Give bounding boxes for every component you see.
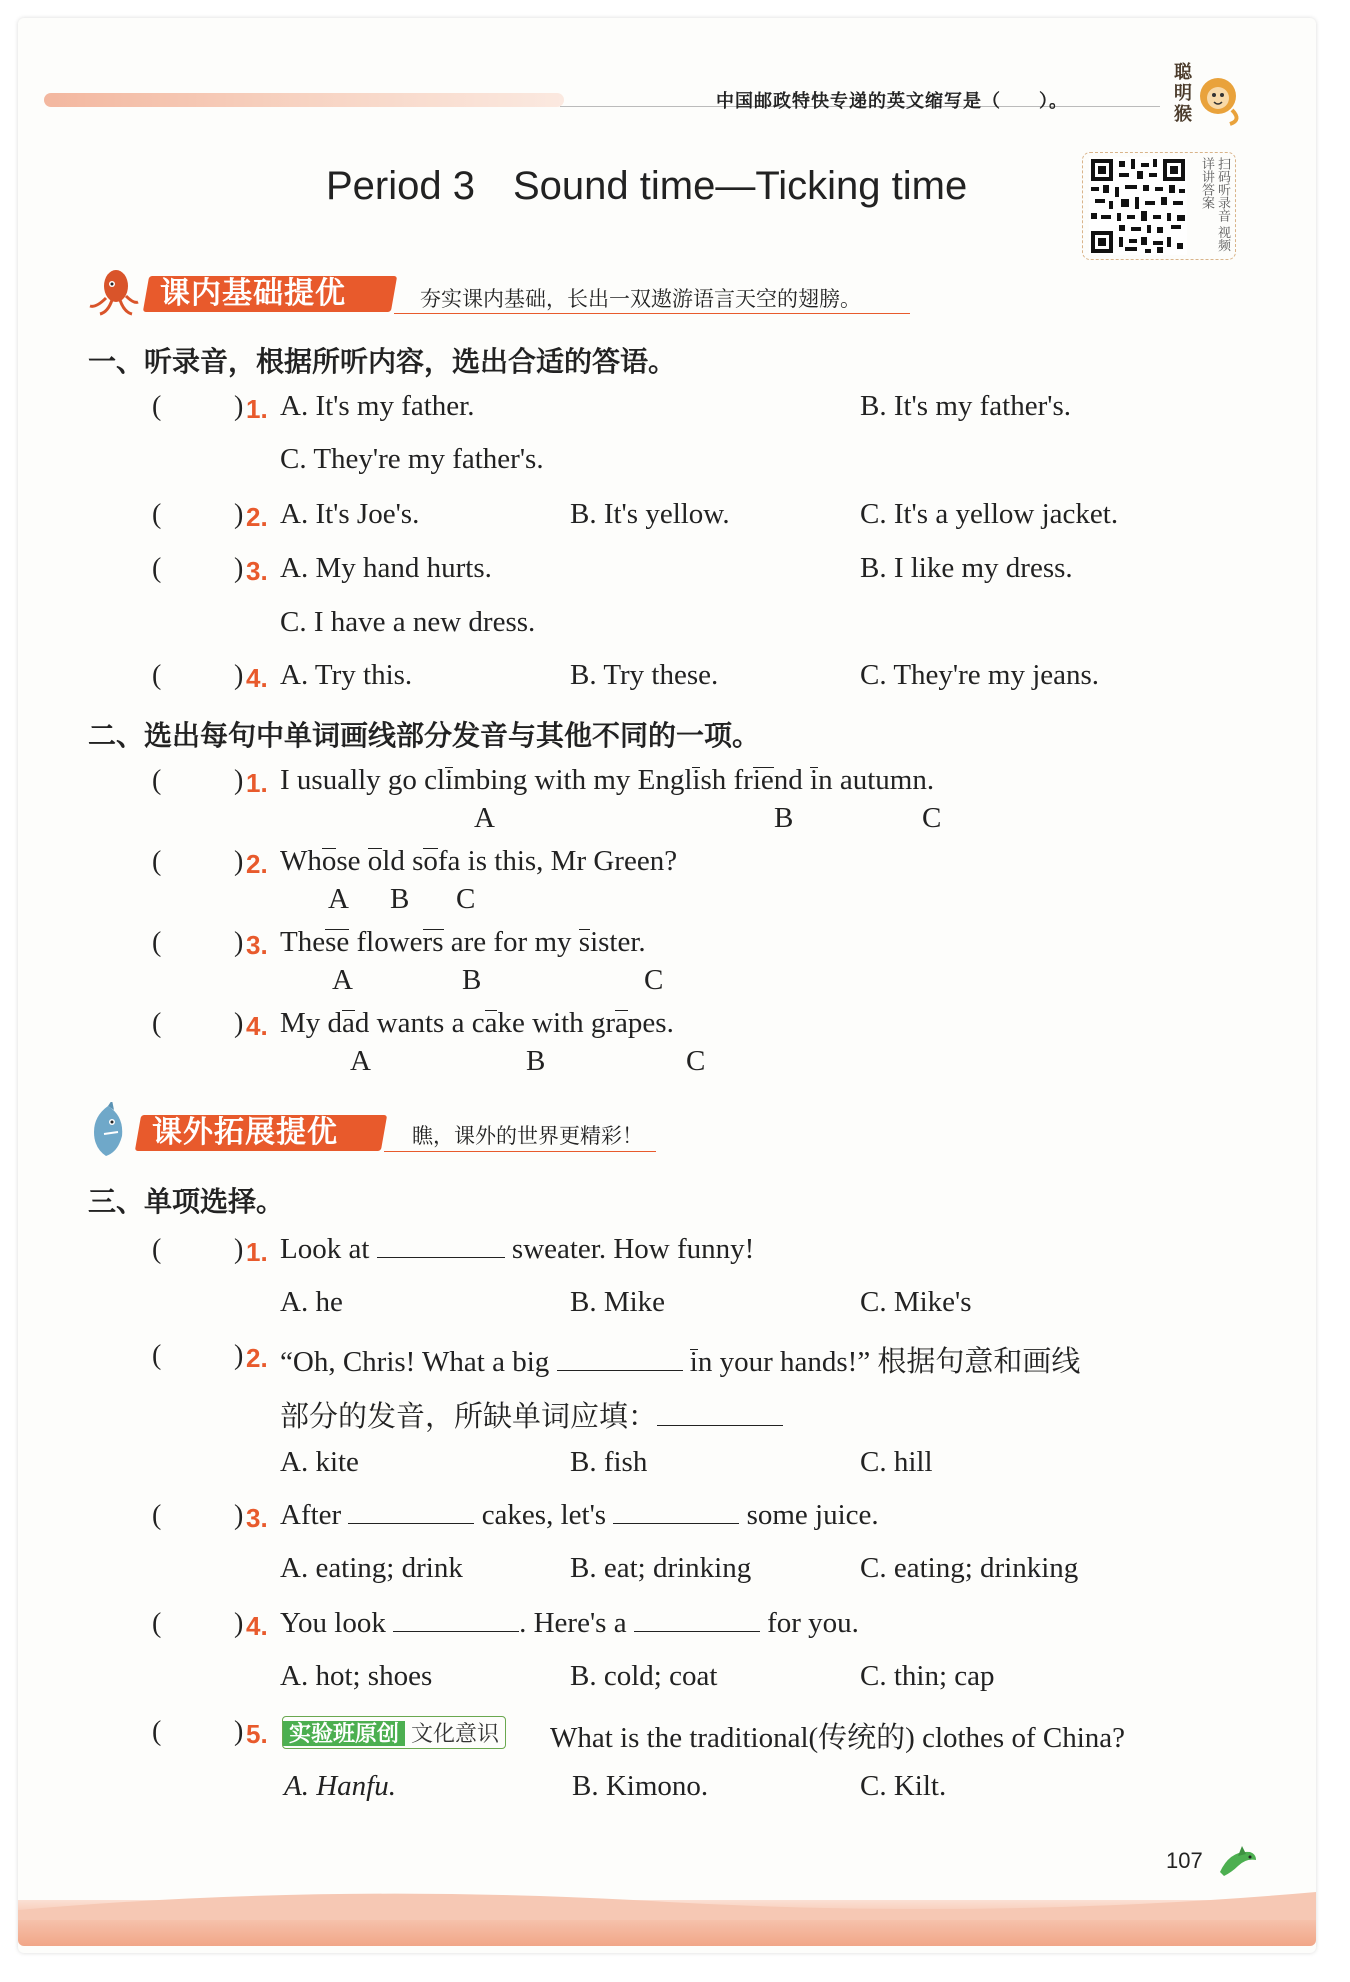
part2-q2-paren-right: )	[234, 846, 244, 877]
sentence-text: flowe	[349, 926, 423, 958]
sentence-text: Wh	[280, 845, 322, 877]
underlined-part: i	[689, 1346, 698, 1378]
part3-q2-question	[280, 1339, 1080, 1380]
part2-q3-paren-left: (	[152, 927, 162, 958]
part3-q1-option-c: C. Mike's	[860, 1286, 972, 1318]
part1-q2-option-b: B. It's yellow.	[570, 498, 730, 530]
section2-subtitle: 瞧，课外的世界更精彩！	[412, 1124, 643, 1148]
underlined-part-c: ie	[752, 764, 774, 796]
part2-q1-sentence	[280, 764, 934, 797]
section2-rule	[384, 1151, 656, 1152]
part1-q3-option-a: A. My hand hurts.	[280, 552, 492, 584]
question-text: After	[280, 1499, 342, 1531]
tag-original: 实验班原创	[283, 1721, 405, 1746]
part3-q3-option-a: A. eating; drink	[280, 1552, 463, 1584]
part3-q2-option-a	[280, 1446, 359, 1479]
part1-q4-option-c: C. They're my jeans.	[860, 659, 1100, 691]
sentence-text: ld s	[382, 845, 424, 877]
question-text: “Oh, Chris! What a big	[280, 1346, 550, 1378]
part2-q2-number: 2.	[246, 849, 268, 879]
underlined-part-b: a	[484, 1007, 498, 1039]
question-text: Look at	[280, 1233, 370, 1265]
part2-q4-paren-right: )	[234, 1008, 244, 1039]
page-title	[326, 164, 967, 209]
part1-q1-paren-right: )	[234, 391, 244, 422]
part2-q4-paren-left: (	[152, 1008, 162, 1039]
part1-q3-paren-right: )	[234, 553, 244, 584]
title-period: Period 3	[326, 164, 475, 208]
part3-q1-number: 1.	[246, 1237, 268, 1267]
part3-q3-paren-right: )	[234, 1500, 244, 1531]
part3-q4-number: 4.	[246, 1611, 268, 1641]
part1-q1-option-b: B. It's my father's.	[860, 390, 1072, 422]
qr-code-icon	[1089, 157, 1187, 255]
answer-blank[interactable]	[348, 1523, 474, 1524]
part2-q1-number: 1.	[246, 768, 268, 798]
answer-blank[interactable]	[657, 1425, 783, 1426]
part2-heading: 二、选出每句中单词画线部分发音与其他不同的一项。	[88, 720, 761, 751]
part3-q1-question	[280, 1233, 754, 1266]
part1-q4-paren-right: )	[234, 660, 244, 691]
part1-q4-paren-left: (	[152, 660, 162, 691]
part1-q1-number: 1.	[246, 394, 268, 424]
header-hint: 中国邮政特快专递的英文缩写是（ ）。	[716, 91, 1068, 111]
sentence-text: nd	[773, 764, 811, 796]
part2-q4-letter-b: B	[526, 1045, 546, 1077]
underlined-part-a: o	[321, 845, 337, 877]
underlined-part-d: i	[810, 764, 819, 796]
part3-q4-option-c: C. thin; cap	[860, 1660, 995, 1692]
underlined-part-c: o	[423, 845, 438, 877]
part2-q2-sentence	[280, 845, 677, 878]
part2-q3-paren-right: )	[234, 927, 244, 958]
underlined-part-c: a	[615, 1007, 628, 1039]
part2-q1-letter-c: C	[922, 802, 942, 834]
part2-q4-number: 4.	[246, 1011, 268, 1041]
question-text: for you.	[767, 1607, 859, 1639]
part3-q3-paren-left: (	[152, 1500, 162, 1531]
question-text: 部分的发音，所缺单词应填：	[280, 1401, 658, 1433]
question-text: . Here's a	[519, 1607, 627, 1639]
qr-code-panel	[1082, 152, 1236, 260]
part2-q4-letter-a: A	[350, 1045, 371, 1077]
part1-q3-option-c: C. I have a new dress.	[280, 606, 536, 638]
sentence-text: pes.	[627, 1007, 674, 1039]
question-text: some juice.	[746, 1499, 879, 1531]
exercise-tag	[282, 1716, 506, 1749]
part2-q3-letter-b: B	[462, 964, 482, 996]
part3-q2-number: 2.	[246, 1343, 268, 1373]
page-number: 107	[1166, 1848, 1203, 1873]
answer-blank[interactable]	[377, 1257, 505, 1258]
part2-q2-letter-a: A	[328, 883, 349, 915]
part3-q3-option-c: C. eating; drinking	[860, 1552, 1079, 1584]
part1-q3-option-b: B. I like my dress.	[860, 552, 1073, 584]
part1-q2-paren-left: (	[152, 499, 162, 530]
underlined-part-a: i	[445, 764, 454, 796]
part3-q5-option-c: C. Kilt.	[860, 1770, 947, 1802]
sentence-text: fa is this, Mr Green?	[437, 845, 678, 877]
part3-q5-tag	[282, 1716, 506, 1749]
answer-blank[interactable]	[393, 1631, 519, 1632]
option-text: A. Hanfu.	[284, 1770, 396, 1802]
part3-q4-option-a: A. hot; shoes	[280, 1660, 433, 1692]
section1-rule	[394, 313, 910, 314]
tag-culture: 文化意识	[411, 1721, 500, 1746]
part2-q2-letter-b: B	[390, 883, 410, 915]
part3-q3-option-b: B. eat; drinking	[570, 1552, 752, 1584]
qr-label: 扫码听录音 视频详讲答案	[1200, 157, 1231, 252]
part3-q5-paren-left: (	[152, 1716, 162, 1747]
part3-q5-option-b: B. Kimono.	[572, 1770, 709, 1802]
part1-q4-option-a: A. Try this.	[280, 659, 413, 691]
section1-subtitle: 夯实课内基础，长出一双遨游语言天空的翅膀。	[420, 287, 861, 311]
sentence-text: n autumn.	[818, 764, 935, 796]
part3-q1-paren-left: (	[152, 1234, 162, 1265]
question-text	[683, 1346, 690, 1378]
part3-q5-number: 5.	[246, 1719, 268, 1749]
underlined-part-c: s	[578, 926, 591, 958]
part3-q3-question	[280, 1499, 879, 1532]
part1-q4-option-b: B. Try these.	[570, 659, 719, 691]
part3-q2-option-c: C. hill	[860, 1446, 933, 1478]
part1-q2-option-a: A. It's Joe's.	[280, 498, 420, 530]
part3-q1-option-b: B. Mike	[570, 1286, 666, 1318]
part2-q4-letter-c: C	[686, 1045, 706, 1077]
part1-q3-number: 3.	[246, 556, 268, 586]
part3-q1-paren-right: )	[234, 1234, 244, 1265]
question-text: cakes, let's	[481, 1499, 607, 1531]
part2-q4-sentence	[280, 1007, 674, 1040]
part3-q2-paren-right: )	[234, 1340, 244, 1371]
underlined-part-b: i	[692, 764, 701, 796]
answer-blank[interactable]	[634, 1631, 760, 1632]
part2-q2-letter-c: C	[456, 883, 476, 915]
part2-q3-number: 3.	[246, 930, 268, 960]
sentence-text: mbing with my Engl	[453, 764, 693, 796]
underlined-part-a: se	[325, 926, 350, 958]
part1-q3-paren-left: (	[152, 553, 162, 584]
part3-q5-question: What is the traditional(传统的) clothes of China?	[550, 1722, 1126, 1754]
section2-banner: 课外拓展提优	[152, 1116, 338, 1149]
sentence-text: se	[336, 845, 368, 877]
part3-q4-paren-left: (	[152, 1608, 162, 1639]
sentence-text: I usually go cl	[280, 764, 446, 796]
question-text: You look	[280, 1607, 386, 1639]
answer-blank[interactable]	[613, 1523, 739, 1524]
option-text: A. kite	[280, 1446, 359, 1478]
dolphin-icon	[1216, 1842, 1260, 1882]
sentence-text: sh fr	[700, 764, 753, 796]
part3-heading: 三、单项选择。	[88, 1186, 285, 1217]
question-text: n your hands!” 根据句意和画线	[697, 1346, 1081, 1378]
part2-q3-letter-c: C	[644, 964, 664, 996]
part3-q3-number: 3.	[246, 1503, 268, 1533]
underlined-part-b: o	[367, 845, 383, 877]
sentence-text: The	[280, 926, 326, 958]
part3-q2-option-b: B. fish	[570, 1446, 648, 1478]
title-topic: Sound time—Ticking time	[512, 164, 968, 208]
part3-q1-option-a: A. he	[280, 1286, 343, 1318]
underlined-part-b: rs	[422, 926, 444, 958]
header-stripe	[44, 93, 564, 107]
part3-q4-question	[280, 1607, 859, 1640]
sentence-text: ke with gr	[497, 1007, 616, 1039]
sentence-text: are for my	[443, 926, 579, 958]
part1-heading: 一、听录音，根据所听内容，选出合适的答语。	[88, 346, 677, 377]
shark-mascot-icon	[84, 1102, 132, 1158]
sentence-text: d wants a c	[354, 1007, 485, 1039]
part3-q5-option-a	[284, 1770, 396, 1803]
part1-q1-option-c: C. They're my father's.	[280, 443, 544, 475]
part2-q1-paren-left: (	[152, 765, 162, 796]
part1-q1-option-a: A. It's my father.	[280, 390, 475, 422]
part3-q2-question-line2	[280, 1394, 783, 1435]
part1-q4-number: 4.	[246, 663, 268, 693]
answer-blank[interactable]	[557, 1370, 683, 1371]
sentence-text: My d	[280, 1007, 343, 1039]
squid-mascot-icon	[86, 268, 140, 318]
part1-q1-paren-left: (	[152, 391, 162, 422]
sentence-text: ister.	[590, 926, 646, 958]
part3-q4-paren-right: )	[234, 1608, 244, 1639]
part2-q3-sentence	[280, 926, 646, 959]
part2-q1-letter-b: B	[774, 802, 794, 834]
part2-q1-paren-right: )	[234, 765, 244, 796]
part3-q2-paren-left: (	[152, 1340, 162, 1371]
part1-q2-number: 2.	[246, 502, 268, 532]
footer-wave	[18, 1880, 1316, 1920]
part2-q1-letter-a: A	[474, 802, 495, 834]
underlined-part-a: a	[342, 1007, 355, 1039]
logo-text: 聪明猴	[1174, 62, 1192, 124]
part2-q3-letter-a: A	[332, 964, 353, 996]
part3-q5-paren-right: )	[234, 1716, 244, 1747]
part1-q2-paren-right: )	[234, 499, 244, 530]
section1-banner: 课内基础提优	[160, 277, 346, 310]
question-text: sweater. How funny!	[511, 1233, 755, 1265]
part2-q2-paren-left: (	[152, 846, 162, 877]
part3-q4-option-b: B. cold; coat	[570, 1660, 718, 1692]
part1-q2-option-c: C. It's a yellow jacket.	[860, 498, 1119, 530]
